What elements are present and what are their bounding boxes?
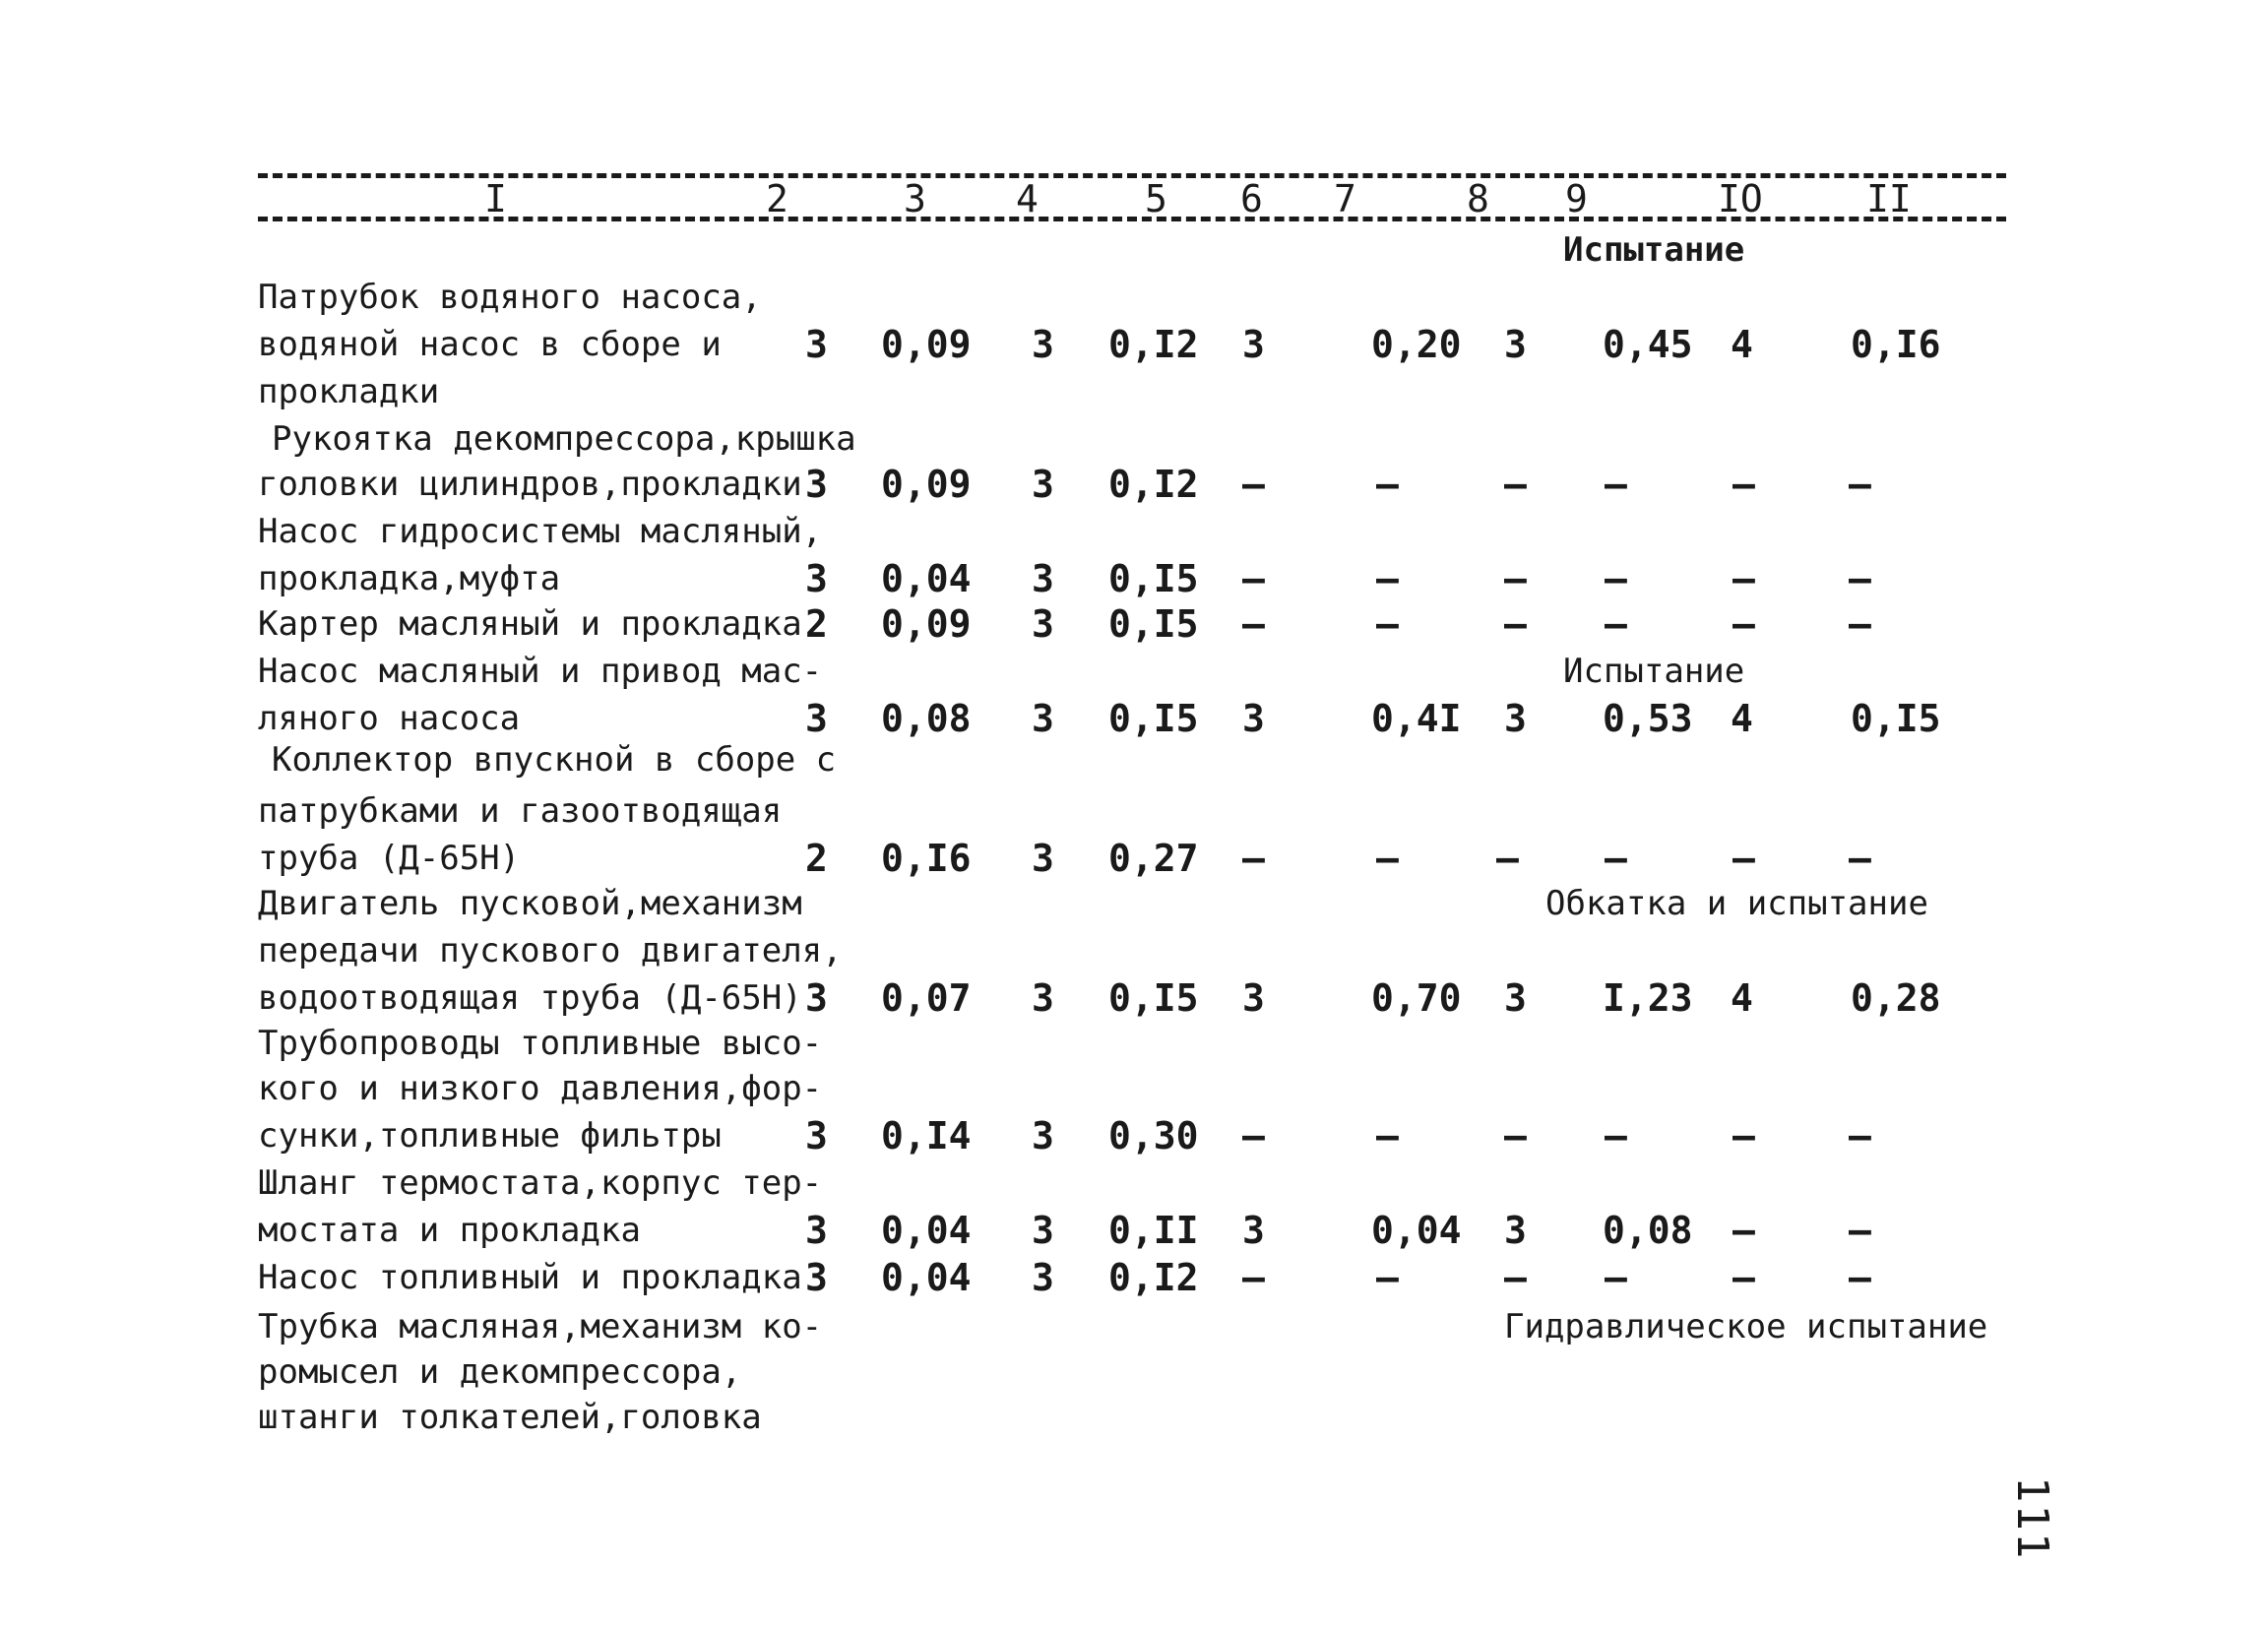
cell-value: – xyxy=(1376,1256,1399,1299)
cell-value: 3 xyxy=(1032,463,1054,506)
row-description-line: передачи пускового двигателя, xyxy=(258,931,843,970)
cell-value: 0,II xyxy=(1108,1209,1199,1252)
cell-value: 3 xyxy=(1504,976,1527,1020)
row-description-line: мостата и прокладка xyxy=(258,1211,641,1250)
column-header: 8 xyxy=(1467,177,1489,220)
cell-value: 0,I2 xyxy=(1108,323,1199,366)
cell-value: – xyxy=(1605,1114,1627,1158)
cell-value: – xyxy=(1732,463,1755,506)
cell-value: 0,04 xyxy=(881,1209,972,1252)
cell-value: 3 xyxy=(1032,1256,1054,1299)
row-description-line: головки цилиндров,прокладки xyxy=(258,465,802,504)
cell-value: 3 xyxy=(1242,1209,1265,1252)
cell-value: – xyxy=(1732,837,1755,880)
cell-value: – xyxy=(1242,602,1265,646)
cell-value: — xyxy=(1496,837,1519,880)
cell-value: 3 xyxy=(1032,837,1054,880)
cell-value: 0,I5 xyxy=(1108,557,1199,600)
cell-value: – xyxy=(1504,1256,1527,1299)
row-description-line: водяной насос в сборе и xyxy=(258,325,722,364)
cell-value: 3 xyxy=(1242,323,1265,366)
column-header: 7 xyxy=(1334,177,1356,220)
cell-value: – xyxy=(1242,1114,1265,1158)
row-description-line: Картер масляный и прокладка xyxy=(258,604,802,644)
cell-value: – xyxy=(1376,837,1399,880)
test-note: Испытание xyxy=(1563,652,1745,691)
cell-value: – xyxy=(1242,1256,1265,1299)
cell-value: 0,I6 xyxy=(881,837,972,880)
cell-value: – xyxy=(1504,1114,1527,1158)
column-header: II xyxy=(1866,177,1912,220)
cell-value: – xyxy=(1504,463,1527,506)
cell-value: 3 xyxy=(1032,1209,1054,1252)
cell-value: 0,27 xyxy=(1108,837,1199,880)
cell-value: – xyxy=(1242,557,1265,600)
cell-value: 0,04 xyxy=(881,557,972,600)
cell-value: 0,09 xyxy=(881,323,972,366)
cell-value: – xyxy=(1504,557,1527,600)
row-description-line: Трубопроводы топливные высо- xyxy=(258,1024,823,1063)
cell-value: 3 xyxy=(1242,976,1265,1020)
cell-value: 3 xyxy=(1504,697,1527,740)
cell-value: – xyxy=(1504,602,1527,646)
column-header: 9 xyxy=(1565,177,1588,220)
row-description-line: Патрубок водяного насоса, xyxy=(258,278,762,317)
row-description-line: прокладка,муфта xyxy=(258,559,561,598)
cell-value: – xyxy=(1732,1114,1755,1158)
cell-value: 3 xyxy=(1032,1114,1054,1158)
cell-value: 0,08 xyxy=(881,697,972,740)
cell-value: – xyxy=(1849,837,1871,880)
column-header: IO xyxy=(1718,177,1763,220)
cell-value: 0,I5 xyxy=(1851,697,1941,740)
cell-value: 3 xyxy=(805,323,828,366)
cell-value: 3 xyxy=(1242,697,1265,740)
row-description-line: водоотводящая труба (Д-65Н) xyxy=(258,978,802,1018)
cell-value: 3 xyxy=(1032,697,1054,740)
cell-value: – xyxy=(1732,1209,1755,1252)
row-description-line: ляного насоса xyxy=(258,699,521,738)
cell-value: – xyxy=(1605,557,1627,600)
page-number: 111 xyxy=(2007,1476,2057,1561)
cell-value: 0,08 xyxy=(1603,1209,1693,1252)
column-header: 6 xyxy=(1240,177,1263,220)
cell-value: 0,04 xyxy=(881,1256,972,1299)
cell-value: 4 xyxy=(1731,697,1753,740)
column-header: 5 xyxy=(1145,177,1167,220)
row-description-line: штанги толкателей,головка xyxy=(258,1398,762,1437)
test-note: Гидравлическое испытание xyxy=(1504,1307,1988,1346)
column-header: I xyxy=(484,177,507,220)
cell-value: 0,I4 xyxy=(881,1114,972,1158)
cell-value: 3 xyxy=(805,697,828,740)
cell-value: 0,4I xyxy=(1371,697,1462,740)
cell-value: 0,28 xyxy=(1851,976,1941,1020)
cell-value: – xyxy=(1849,1114,1871,1158)
cell-value: 0,I6 xyxy=(1851,323,1941,366)
cell-value: 2 xyxy=(805,837,828,880)
row-description-line: Шланг термостата,корпус тер- xyxy=(258,1163,823,1203)
cell-value: 0,20 xyxy=(1371,323,1462,366)
cell-value: – xyxy=(1732,1256,1755,1299)
cell-value: 0,I5 xyxy=(1108,697,1199,740)
cell-value: 0,I5 xyxy=(1108,976,1199,1020)
cell-value: 3 xyxy=(805,1209,828,1252)
cell-value: 3 xyxy=(805,463,828,506)
cell-value: 3 xyxy=(1504,1209,1527,1252)
cell-value: 0,53 xyxy=(1603,697,1693,740)
cell-value: – xyxy=(1732,557,1755,600)
test-note: Обкатка и испытание xyxy=(1545,884,1928,923)
cell-value: – xyxy=(1376,602,1399,646)
row-description-line: ромысел и декомпрессора, xyxy=(258,1352,742,1392)
row-description-line: Насос топливный и прокладка xyxy=(258,1258,802,1297)
cell-value: – xyxy=(1376,557,1399,600)
cell-value: 0,09 xyxy=(881,602,972,646)
cell-value: – xyxy=(1242,837,1265,880)
cell-value: – xyxy=(1376,463,1399,506)
cell-value: – xyxy=(1849,557,1871,600)
cell-value: – xyxy=(1849,1209,1871,1252)
cell-value: – xyxy=(1242,463,1265,506)
cell-value: 0,45 xyxy=(1603,323,1693,366)
column-header: 2 xyxy=(766,177,788,220)
cell-value: 2 xyxy=(805,602,828,646)
row-description-line: прокладки xyxy=(258,372,440,411)
row-description-line: патрубками и газоотводящая xyxy=(258,791,783,831)
row-description-line: Двигатель пусковой,механизм xyxy=(258,884,802,923)
cell-value: – xyxy=(1605,837,1627,880)
row-description-line: сунки,топливные фильтры xyxy=(258,1116,722,1156)
column-header: 3 xyxy=(904,177,926,220)
row-description-line: Насос гидросистемы масляный, xyxy=(258,512,823,551)
cell-value: – xyxy=(1605,463,1627,506)
cell-value: 0,09 xyxy=(881,463,972,506)
cell-value: 4 xyxy=(1731,323,1753,366)
cell-value: 3 xyxy=(805,976,828,1020)
cell-value: – xyxy=(1605,602,1627,646)
row-description-line: Насос масляный и привод мас- xyxy=(258,652,823,691)
row-description-line: Рукоятка декомпрессора,крышка xyxy=(272,419,856,459)
cell-value: 3 xyxy=(805,1114,828,1158)
cell-value: 3 xyxy=(805,557,828,600)
cell-value: 3 xyxy=(1504,323,1527,366)
cell-value: 3 xyxy=(1032,602,1054,646)
cell-value: I,23 xyxy=(1603,976,1693,1020)
cell-value: 0,07 xyxy=(881,976,972,1020)
cell-value: – xyxy=(1732,602,1755,646)
cell-value: 3 xyxy=(1032,557,1054,600)
column-header: 4 xyxy=(1016,177,1039,220)
test-note: Испытание xyxy=(1563,230,1745,270)
cell-value: – xyxy=(1849,1256,1871,1299)
cell-value: 4 xyxy=(1731,976,1753,1020)
cell-value: 3 xyxy=(805,1256,828,1299)
row-description-line: Трубка масляная,механизм ко- xyxy=(258,1307,823,1346)
row-description-line: Коллектор впускной в сборе с xyxy=(272,740,837,780)
cell-value: 0,I2 xyxy=(1108,1256,1199,1299)
cell-value: – xyxy=(1605,1256,1627,1299)
cell-value: 0,70 xyxy=(1371,976,1462,1020)
row-description-line: кого и низкого давления,фор- xyxy=(258,1069,823,1108)
cell-value: 0,I5 xyxy=(1108,602,1199,646)
cell-value: 0,30 xyxy=(1108,1114,1199,1158)
cell-value: – xyxy=(1849,602,1871,646)
cell-value: – xyxy=(1849,463,1871,506)
row-description-line: труба (Д-65Н) xyxy=(258,839,521,878)
cell-value: – xyxy=(1376,1114,1399,1158)
cell-value: 3 xyxy=(1032,323,1054,366)
cell-value: 0,I2 xyxy=(1108,463,1199,506)
cell-value: 0,04 xyxy=(1371,1209,1462,1252)
cell-value: 3 xyxy=(1032,976,1054,1020)
